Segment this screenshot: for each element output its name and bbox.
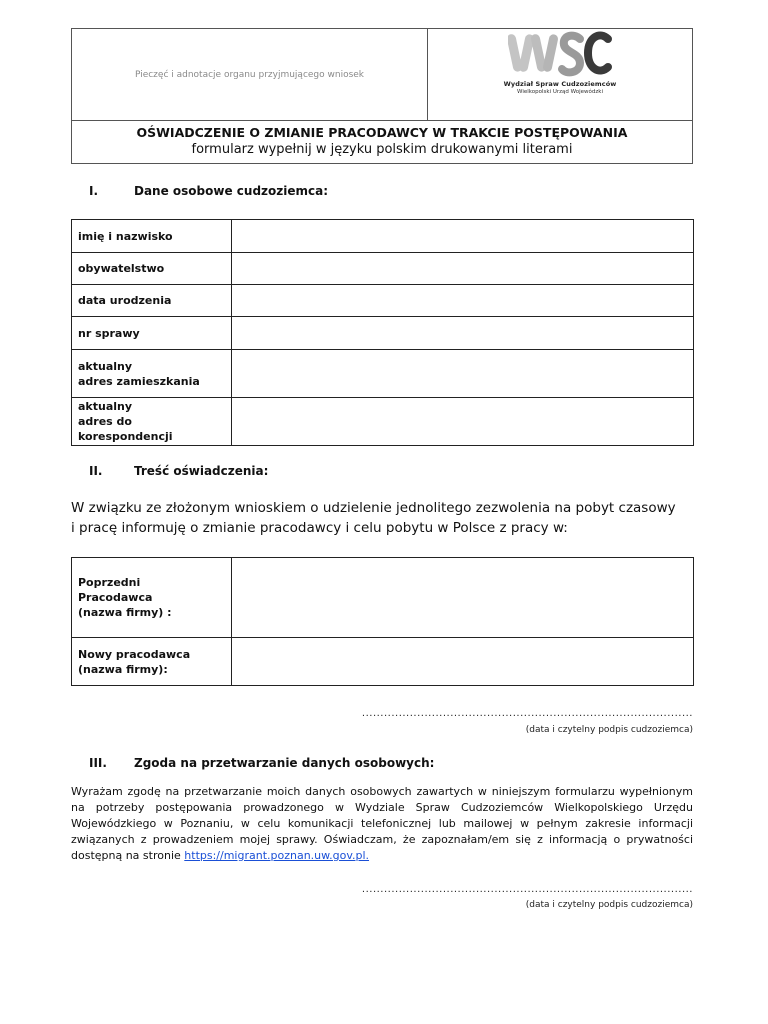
field-label-line: imię i nazwisko [78,229,173,243]
field-label-line: Pracodawca [78,591,153,604]
table-row [72,398,694,446]
table-row [72,253,694,285]
signature-caption: (data i czytelny podpis cudzoziemca) [525,725,693,735]
field-label [72,317,232,350]
wsc-logo-icon [508,31,612,79]
field-label-line: data urodzenia [78,294,172,307]
field-label-line: Nowy pracodawca [78,647,191,661]
field-label [72,398,232,446]
field-input[interactable] [232,350,694,398]
field-input[interactable] [232,317,694,350]
section-2-heading [89,464,268,478]
statement-intro [71,498,693,538]
office-logo [428,29,692,120]
consent-text [71,784,693,864]
field-label-line: obywatelstwo [78,262,165,275]
section-number: III. [89,756,107,770]
section-number: II. [89,464,103,478]
field-input[interactable] [232,638,694,686]
stamp-area [72,29,428,120]
field-input[interactable] [232,253,694,285]
field-label-line: nr sprawy [78,326,140,340]
employer-table [71,557,694,686]
section-title: Treść oświadczenia: [134,464,269,478]
field-label [72,253,232,285]
table-row [72,220,694,253]
document-subtitle: formularz wypełnij w języku polskim drukowanymi literami [191,142,573,157]
section-number: I. [89,184,99,198]
table-row [72,350,694,398]
field-label-line: (nazwa firmy): [78,662,168,676]
field-label-line: aktualny [78,359,133,373]
field-label [72,220,232,253]
consent-body: Wyrażam zgodę na przetwarzanie moich danych osobowych zawartych w niniejszym formularzu wypełnionym na potrzeby postępowania prowadzonego w Wydziale Spraw Cudzoziemców Wielkopolskiego Urzędu Wojewódzkiego w Poznaniu, w celu komunikacji telefonicznej lub mailowej w pełnym zakresie informacji związanych z prowadzeniem mojej sprawy. Oświadczam, że zapoznałam/em się z informacją o prywatności dostępną na stronie [71,785,693,862]
consent-signature-line[interactable]: .......................................................................................... [361,884,693,895]
section-title: Zgoda na przetwarzanie danych osobowych: [134,756,435,770]
field-input[interactable] [232,558,694,638]
field-input[interactable] [232,285,694,317]
statement-line-2: i pracę informuję o zmianie pracodawcy i celu pobytu w Polsce z pracy w: [71,520,568,536]
field-label [72,350,232,398]
section-3-heading [89,756,434,770]
signature-line[interactable]: .......................................................................................... [361,708,693,719]
logo-office-subname: Wielkopolski Urząd Wojewódzki [517,89,603,95]
statement-line-1: W związku ze złożonym wnioskiem o udzielenie jednolitego zezwolenia na pobyt czasowy [71,500,676,516]
field-label [72,285,232,317]
field-label-line: Poprzedni [78,576,141,589]
form-header [71,28,693,164]
field-label-line: (nazwa firmy) : [78,606,172,619]
privacy-link[interactable]: https://migrant.poznan.uw.gov.pl. [184,849,370,862]
field-label-line: adres do korespondencji [78,415,173,443]
table-row [72,317,694,350]
field-input[interactable] [232,398,694,446]
title-area [72,120,692,164]
table-row [72,558,694,638]
field-label-line: aktualny [78,400,133,413]
table-row [72,285,694,317]
logo-office-name: Wydział Spraw Cudzoziemców [503,80,617,88]
consent-signature-caption: (data i czytelny podpis cudzoziemca) [525,900,693,910]
personal-data-table [71,219,694,446]
section-1-heading [89,184,328,198]
field-input[interactable] [232,220,694,253]
field-label [72,638,232,686]
table-row [72,638,694,686]
document-title: OŚWIADCZENIE O ZMIANIE PRACODAWCY W TRAKCIE POSTĘPOWANIA [136,125,628,140]
field-label-line: adres zamieszkania [78,374,200,388]
field-label [72,558,232,638]
section-title: Dane osobowe cudzoziemca: [134,184,329,198]
stamp-placeholder: Pieczęć i adnotacje organu przyjmującego wniosek [134,69,365,80]
